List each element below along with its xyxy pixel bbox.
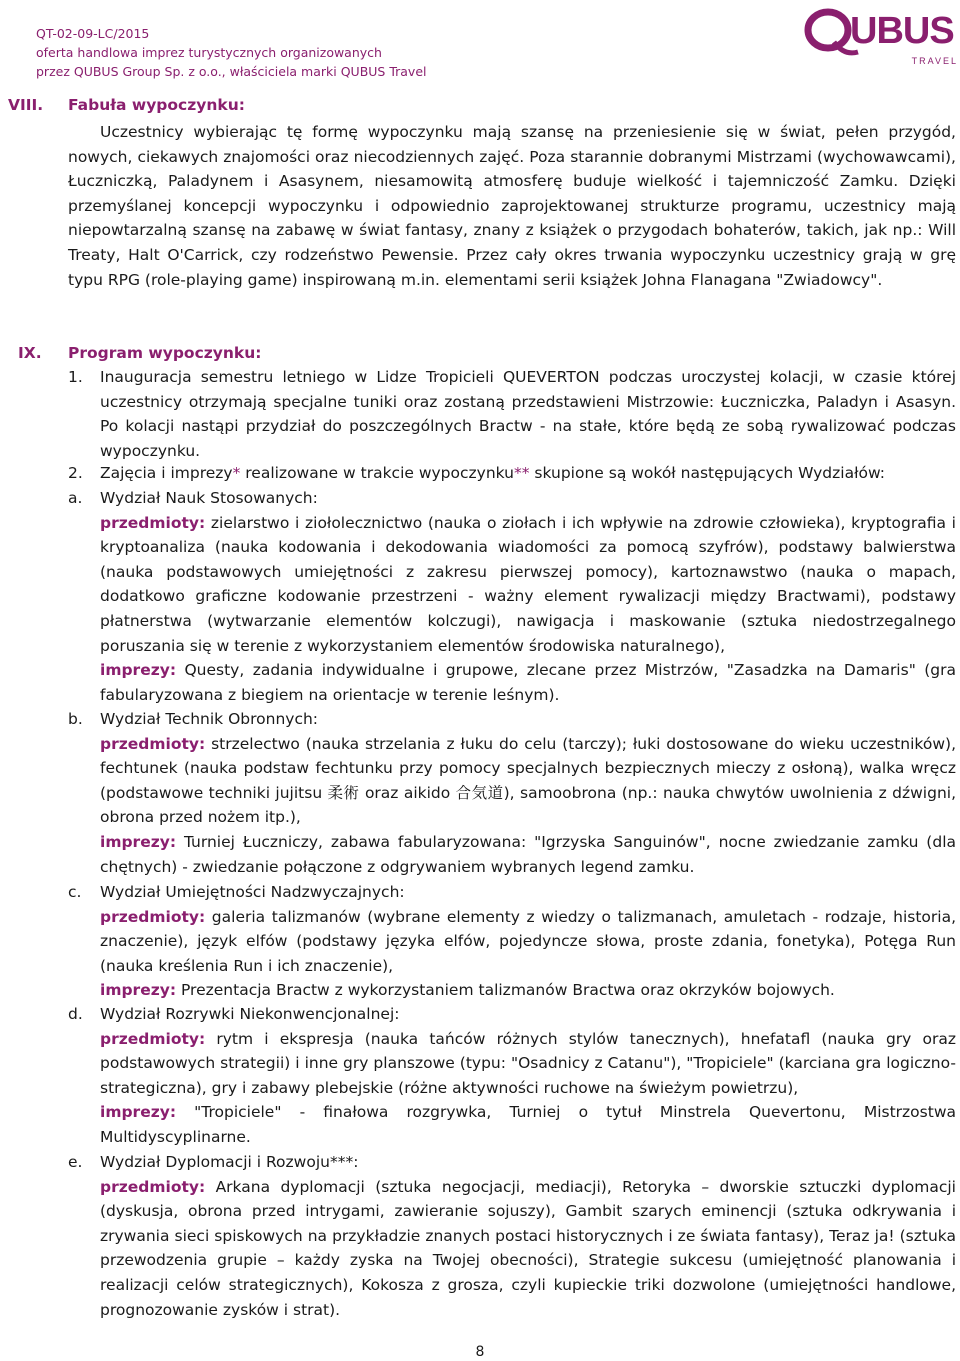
faculty-e — [68, 1150, 956, 1322]
header-description-line2: przez QUBUS Group Sp. z o.o., właściciela marki QUBUS Travel — [36, 64, 427, 79]
subjects-label: przedmioty: — [100, 1029, 206, 1048]
qubus-logo — [804, 6, 960, 72]
program-item-1 — [68, 365, 956, 463]
item-text: Inauguracja semestru letniego w Lidze Tropicieli QUEVERTON podczas uroczystej kolacji, w czasie której uczestnicy otrzymają specjalne tuniki oraz zostaną przedstawieni Mistrzowie: Łuczniczka, Paladyn i Asasyn. Po kolacji nastąpi przydział do poszczególnych Bractw - na stałe, które będą ze sobą rywalizować podczas wypoczynku. — [100, 368, 956, 460]
faculty-letter: c. — [68, 883, 82, 901]
faculty-events: imprezy: "Tropiciele" - finałowa rozgrywka, Turniej o tytuł Minstrela Quevertonu, Mistrzostwa Multidyscyplinarne. — [100, 1103, 956, 1146]
faculty-subjects: przedmioty: zielarstwo i ziołolecznictwo (nauka o ziołach i ich wpływie na zdrowie człowieka), kryptografia i kryptoanaliza (nauka kodowania i dekodowania wiadomości za pomocą szyfrów), podstawy balwierstwa (nauka podstawowych umiejętności z zakresu pierwszej pomocy), kartoznawstwo (nauka o mapach, dodatkowo graficzne kodowanie przestrzeni - ważny element rywalizacji między Bractwami), podstawy płatnerstwa (wytwarzanie elementów kolczugi), nawigacja i maskowanie (sztuka niedostrzegalnego poruszania się w terenie z wykorzystaniem elementów środowiska naturalnego), — [100, 513, 956, 655]
events-label: imprezy: — [100, 981, 177, 1000]
faculty-letter: b. — [68, 710, 83, 728]
faculty-subjects: przedmioty: Arkana dyplomacji (sztuka negocjacji, mediacji), Retoryka – dworskie sztuczki dyplomacji (dyskusja, obrona przed intrygami, zawieranie sojuszy), Gambit szarych eminencji (sztuka odkrywania i zrywania sieci spiskowych na przykładzie znanych postaci historycznych i ze świata fantasy), Teraz ja! (sztuka przewodzenia grupie – każdy zyska na Twojej obecności), Strategie sukcesu (umiejętność planowania i realizacji celów strategicznych), Kokosza z grosza, czyli kupieckie triki dozwolone (umiejętności handlowe, prognozowanie zysków i strat). — [100, 1177, 956, 1319]
section-9-number: IX. — [18, 344, 42, 362]
document-code: QT-02-09-LC/2015 — [36, 26, 150, 41]
section-8-text-1: Uczestnicy wybierając tę formę wypoczynku mają szansę na przeniesienie się w świat, pełen przygód, nowych, ciekawych znajomości oraz niecodziennych zajęć. Poza starannie dobranymi Mistrzami (wychowawcami), Łuczniczką, Paladynem i Asasynem, niesamowitą atmosferę buduje wielkość i tajemniczość Zamku. — [68, 123, 956, 191]
faculty-name: Wydział Technik Obronnych: — [100, 710, 319, 728]
faculty-c — [68, 880, 956, 1003]
section-8-paragraph — [68, 120, 956, 292]
faculty-subjects: przedmioty: rytm i ekspresja (nauka tańców różnych stylów tanecznych), hnefatafl (nauka gry oraz podstawowych strategii) i inne gry planszowe (typu: "Osadnicy z Catanu"), "Tropiciele" (karciana gra logiczno-strategiczna), gry i zabawy plebejskie (różne aktywności ruchowe na świeżym powietrzu), — [100, 1029, 956, 1097]
subjects-label: przedmioty: — [100, 907, 206, 926]
faculty-events: imprezy: Turniej Łuczniczy, zabawa fabularyzowana: "Igrzyska Sanguinów", nocne zwiedzanie zamku (dla chętnych) - zwiedzanie połączone z odgrywaniem wybranych legend zamku. — [100, 832, 956, 876]
faculty-subjects: przedmioty: strzelectwo (nauka strzelania z łuku do celu (tarczy); łuki dostosowane do wieku uczestników), fechtunek (nauka podstaw fechtunku przy pomocy specjalnych bezpiecznych mieczy z osłoną), walka wręcz (podstawowe techniki jujitsu 柔術 oraz aikido 合気道), samoobrona (np.: nauka chwytów uwolnienia z dźwigni, obrona przed nożem itp.), — [100, 734, 956, 827]
page-number: 8 — [475, 1344, 485, 1360]
faculty-letter: a. — [68, 489, 83, 507]
faculty-name: Wydział Rozrywki Niekonwencjonalnej: — [100, 1005, 400, 1023]
subjects-label: przedmioty: — [100, 734, 206, 753]
document-header — [36, 24, 427, 81]
events-label: imprezy: — [100, 661, 177, 680]
faculty-events: imprezy: Prezentacja Bractw z wykorzystaniem talizmanów Bractwa oraz okrzyków bojowych. — [100, 981, 835, 1000]
item-number: 2. — [68, 464, 83, 482]
faculty-b — [68, 707, 956, 879]
subjects-label: przedmioty: — [100, 1177, 206, 1196]
faculty-subjects: przedmioty: galeria talizmanów (wybrane elementy z wiedzy o talizmanach, amuletach - rodzaje, historia, znaczenie), język elfów (podstawy języka elfów, pojedyncze słowa, proste zdania, fonetyka), Potęga Run (nauka kreślenia Run i ich znaczenie), — [100, 907, 956, 975]
faculty-name: Wydział Umiejętności Nadzwyczajnych: — [100, 883, 405, 901]
subjects-label: przedmioty: — [100, 513, 206, 532]
section-9-title: Program wypoczynku: — [68, 344, 262, 362]
footnote-marker: ** — [514, 464, 530, 482]
faculty-name: Wydział Dyplomacji i Rozwoju***: — [100, 1153, 359, 1171]
faculty-letter: e. — [68, 1153, 83, 1171]
section-8-text-2: Dzięki przemyślanej koncepcji wypoczynku i odpowiednio zaprojektowanej strukturze programu, uczestnicy mają niepowtarzalną szansę na zabawę w świat fantasy, znany z książek o przygodach bohaterów, takich, jak np.: Will Treaty, Halt O'Carrick, czy rodzeństwo Pewensie. Przez cały okres trwania wypoczynku uczestnicy grają w grę typu RPG (role-playing game) inspirowaną m.in. elementami serii książek Johna Flanagana "Zwiadowcy". — [68, 172, 956, 289]
events-label: imprezy: — [100, 832, 177, 851]
header-description-line1: oferta handlowa imprez turystycznych organizowanych — [36, 45, 382, 60]
faculty-d — [68, 1002, 956, 1150]
faculty-letter: d. — [68, 1005, 83, 1023]
section-8-title: Fabuła wypoczynku: — [68, 96, 245, 114]
item-text: Zajęcia i imprezy* realizowane w trakcie wypoczynku** skupione są wokół następujących Wydziałów: — [100, 464, 886, 482]
item-number: 1. — [68, 368, 83, 386]
faculty-a — [68, 486, 956, 707]
section-8-number: VIII. — [8, 96, 44, 114]
section-8-body — [68, 120, 956, 292]
faculty-name: Wydział Nauk Stosowanych: — [100, 489, 318, 507]
logo-word: UBUS — [850, 10, 954, 52]
faculty-events: imprezy: Questy, zadania indywidualne i grupowe, zlecane przez Mistrzów, "Zasadzka na Damaris" (gra fabularyzowana z biegiem na orientacje w terenie leśnym). — [100, 661, 956, 704]
footnote-marker: * — [232, 464, 241, 482]
events-label: imprezy: — [100, 1103, 177, 1122]
program-item-2 — [68, 461, 956, 486]
logo-subtitle: TRAVEL — [911, 56, 958, 66]
